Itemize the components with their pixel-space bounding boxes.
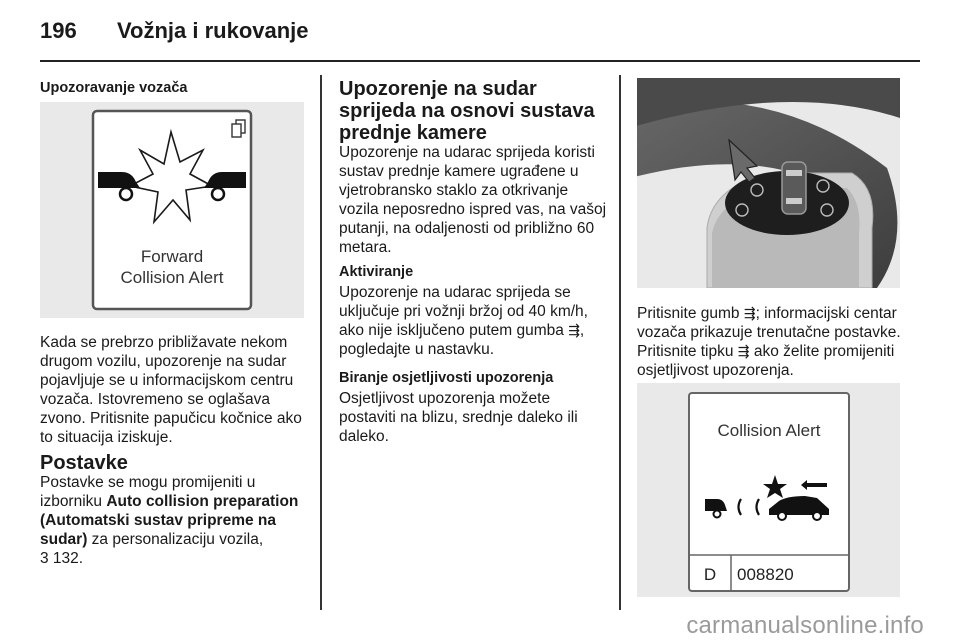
figure3-row-label: D <box>703 565 717 584</box>
column-divider-1 <box>320 75 322 610</box>
col3-text-a: Pritisnite gumb <box>637 305 744 322</box>
collision-alert-display <box>637 383 900 597</box>
col3-text-b: ; informacijski centar vozača prikazuje trenutačne postavke. Pritisnite tipku <box>637 305 901 360</box>
aktiviranje-heading: Aktiviranje <box>339 264 414 280</box>
biranje-heading: Biranje osjetljivosti upozorenja <box>339 370 554 386</box>
figure3-row-value: 008820 <box>737 565 794 584</box>
section-heading: Upozoravanje vozača <box>40 80 188 96</box>
forward-collision-illustration <box>40 102 304 318</box>
steering-wheel-figure <box>637 78 900 288</box>
col2-heading: Upozorenje na sudar sprijeda na osnovi sustava prednje kamere <box>339 78 595 144</box>
postavke-paragraph <box>40 473 308 568</box>
cruise-toggle <box>782 162 806 214</box>
page-title: Vožnja i rukovanje <box>117 18 309 43</box>
forward-collision-figure <box>40 102 304 318</box>
page-reference: 3 132. <box>40 550 84 567</box>
figure3-title: Collision Alert <box>717 421 821 440</box>
aktiviranje-text-a: Upozorenje na udarac sprijeda se uključuje pri vožnji bržoj od 40 km/h, ako nije isključeno putem gumba <box>339 284 588 339</box>
postavke-heading: Postavke <box>40 452 128 474</box>
figure1-caption-line1: Forward <box>140 247 204 266</box>
steering-wheel-illustration <box>637 78 900 288</box>
collision-button-icon: ⇶ <box>737 343 750 359</box>
col3-paragraph <box>637 304 909 380</box>
collision-button-icon: ⇶ <box>568 322 580 338</box>
postavke-text-a: Postavke se mogu promijeniti u izborniku <box>40 474 256 510</box>
col1-paragraph: Kada se prebrzo približavate nekom drugom vozilu, upozorenje na sudar pojavljuje se u informacijskom centru vozača. Istovremeno se oglašava zvono. Pritisnite papučicu kočnice ako to situacija iziskuje. <box>40 334 302 446</box>
header-rule <box>40 60 920 62</box>
column-divider-2 <box>619 75 621 610</box>
figure1-caption-line2: Collision Alert <box>120 268 224 287</box>
aktiviranje-paragraph <box>339 283 609 359</box>
col2-paragraph: Upozorenje na udarac sprijeda koristi sustav prednje kamere ugrađene u vjetrobransko staklo za otkrivanje vozila neposredno ispred vas, na vašoj putanji, na odaljenosti od približno 60 metara. <box>339 144 607 256</box>
collision-alert-figure <box>637 383 900 597</box>
biranje-paragraph: Osjetljivost upozorenja možete postaviti na blizu, srednje daleko ili daleko. <box>339 390 578 445</box>
collision-button-icon: ⇶ <box>743 305 756 321</box>
watermark: carmanualsonline.info <box>686 612 924 639</box>
aktiviranje-text-b: , pogledajte u nastavku. <box>339 322 585 358</box>
postavke-text-b: za personalizaciju vozila, <box>87 531 264 548</box>
menu-path: Auto collision preparation (Automatski sustav pripreme na sudar) <box>40 493 299 548</box>
page-number: 196 <box>40 18 77 43</box>
col3-text-c: ako želite promijeniti osjetljivost upozorenja. <box>637 343 895 379</box>
